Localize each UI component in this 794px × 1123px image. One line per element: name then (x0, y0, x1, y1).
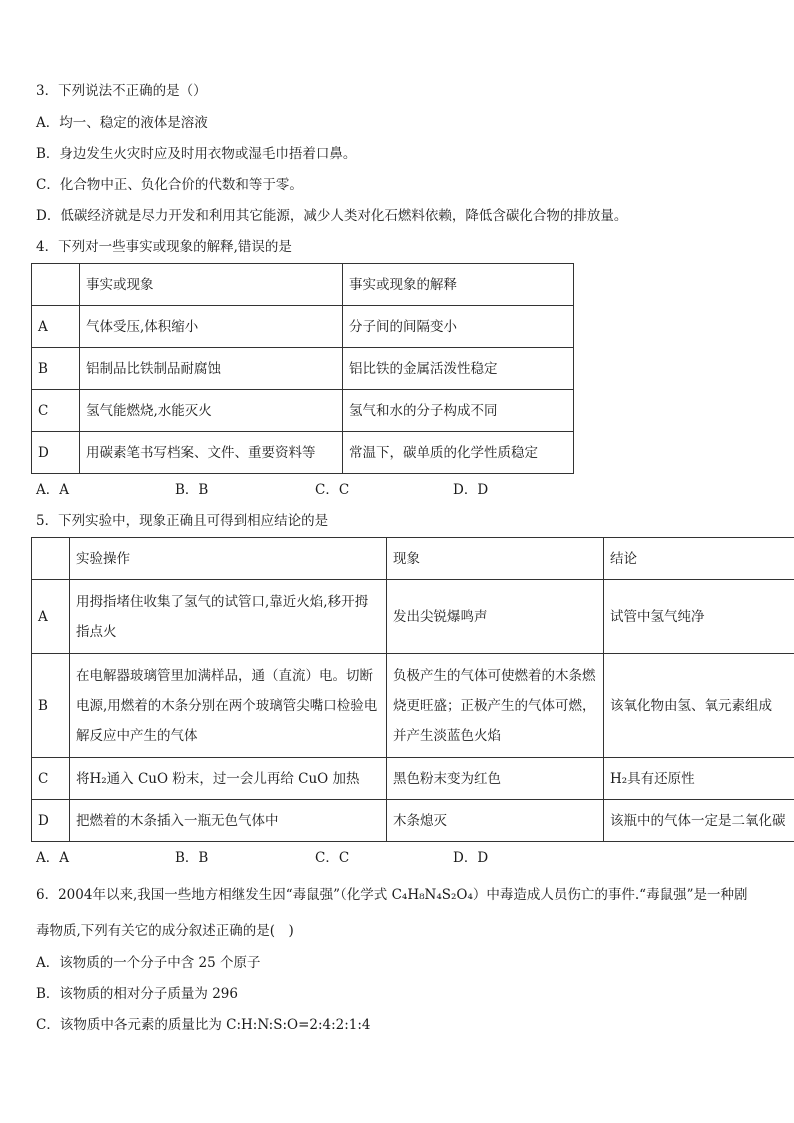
table-cell: 木条熄灭 (387, 800, 604, 842)
table-cell: 铝制品比铁制品耐腐蚀 (80, 348, 343, 390)
row-label: A (32, 580, 70, 654)
table-row (32, 306, 574, 348)
table-header-cell: 事实或现象的解释 (343, 264, 574, 306)
q6-option-a: A．该物质的一个分子中含 25 个原子 (36, 955, 261, 971)
choice-c: C．C (315, 482, 350, 498)
table-header-row (32, 264, 574, 306)
table-row (32, 390, 574, 432)
table-cell: 发出尖锐爆鸣声 (387, 580, 604, 654)
q3-option-d: D．低碳经济就是尽力开发和利用其它能源，减少人类对化石燃料依赖，降低含碳化合物的排放量。 (36, 208, 628, 224)
table-cell: 常温下，碳单质的化学性质稳定 (343, 432, 574, 474)
choice-b: B．B (175, 482, 209, 498)
q4-table (31, 263, 574, 474)
table-cell: 用拇指堵住收集了氢气的试管口,靠近火焰,移开拇指点火 (70, 580, 387, 654)
q3-stem: 3．下列说法不正确的是（） (36, 83, 207, 99)
table-cell (32, 538, 70, 580)
table-cell: H₂具有还原性 (604, 758, 794, 800)
choice-d: D．D (453, 482, 489, 498)
table-row (32, 758, 794, 800)
table-cell: 该氧化物由氢、氧元素组成 (604, 654, 794, 758)
row-label: A (32, 306, 80, 348)
table-header-cell: 结论 (604, 538, 794, 580)
q6-stem-line1: 6．2004年以来,我国一些地方相继发生因“毒鼠强”（化学式 C₄H₈N₄S₂O₄）中毒造成人员伤亡的事件.“毒鼠强”是一种剧 (36, 887, 748, 903)
table-cell (32, 264, 80, 306)
table-cell: 分子间的间隔变小 (343, 306, 574, 348)
table-header-cell: 现象 (387, 538, 604, 580)
q4-stem: 4．下列对一些事实或现象的解释,错误的是 (36, 239, 292, 255)
table-cell: 铝比铁的金属活泼性稳定 (343, 348, 574, 390)
row-label: C (32, 758, 70, 800)
q5-stem: 5．下列实验中，现象正确且可得到相应结论的是 (36, 513, 329, 529)
table-row (32, 800, 794, 842)
table-row (32, 654, 794, 758)
q6-option-b: B．该物质的相对分子质量为 296 (36, 986, 238, 1002)
q3-option-a: A．均一、稳定的液体是溶液 (36, 115, 208, 131)
row-label: B (32, 348, 80, 390)
table-cell: 把燃着的木条插入一瓶无色气体中 (70, 800, 387, 842)
table-cell: 氢气能燃烧,水能灭火 (80, 390, 343, 432)
table-cell: 气体受压,体积缩小 (80, 306, 343, 348)
choice-d: D．D (453, 850, 489, 866)
table-cell: 氢气和水的分子构成不同 (343, 390, 574, 432)
table-cell: 黑色粉末变为红色 (387, 758, 604, 800)
q4-choices (36, 481, 488, 499)
choice-c: C．C (315, 850, 350, 866)
table-header-cell: 实验操作 (70, 538, 387, 580)
table-cell: 在电解器玻璃管里加满样品，通（直流）电。切断电源,用燃着的木条分别在两个玻璃管尖嘴口检验电解反应中产生的气体 (70, 654, 387, 758)
choice-a: A．A (36, 850, 69, 866)
table-cell: 将H₂通入 CuO 粉末，过一会儿再给 CuO 加热 (70, 758, 387, 800)
choice-b: B．B (175, 850, 209, 866)
table-row (32, 348, 574, 390)
table-row (32, 580, 794, 654)
q6-option-c: C．该物质中各元素的质量比为 C:H:N:S:O=2:4:2:1:4 (36, 1017, 371, 1033)
q5-choices (36, 849, 488, 867)
table-header-row (32, 538, 794, 580)
table-header-cell: 事实或现象 (80, 264, 343, 306)
q5-table (31, 537, 794, 842)
q6-stem-line2: 毒物质,下列有关它的成分叙述正确的是( ) (36, 923, 294, 939)
table-cell: 负极产生的气体可使燃着的木条燃烧更旺盛；正极产生的气体可燃，并产生淡蓝色火焰 (387, 654, 604, 758)
choice-a: A．A (36, 482, 69, 498)
table-row (32, 432, 574, 474)
q3-option-c: C．化合物中正、负化合价的代数和等于零。 (36, 177, 303, 193)
row-label: D (32, 800, 70, 842)
q3-option-b: B．身边发生火灾时应及时用衣物或湿毛巾捂着口鼻。 (36, 146, 357, 162)
row-label: B (32, 654, 70, 758)
table-cell: 该瓶中的气体一定是二氧化碳 (604, 800, 794, 842)
row-label: C (32, 390, 80, 432)
table-cell: 试管中氢气纯净 (604, 580, 794, 654)
row-label: D (32, 432, 80, 474)
table-cell: 用碳素笔书写档案、文件、重要资料等 (80, 432, 343, 474)
